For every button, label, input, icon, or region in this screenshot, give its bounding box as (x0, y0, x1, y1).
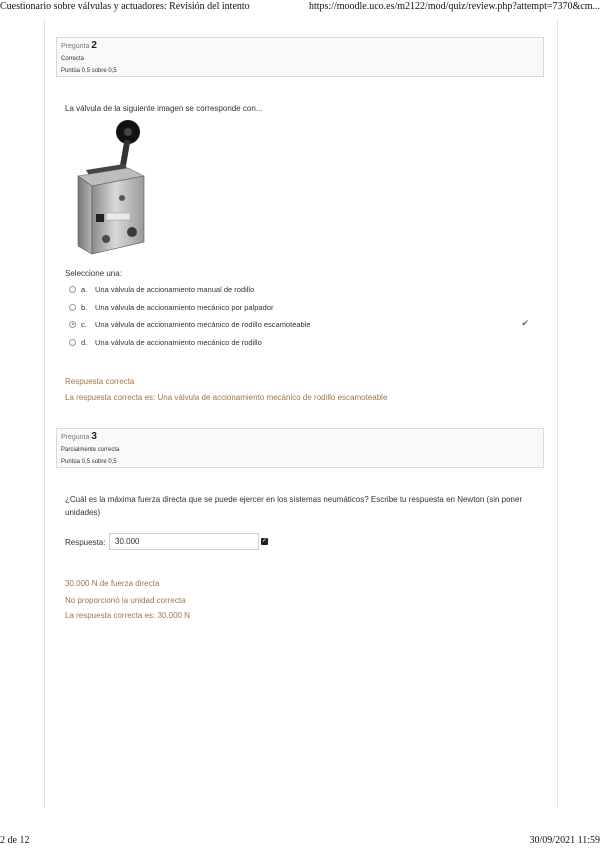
print-header-url: https://moodle.uco.es/m2122/mod/quiz/review.php?attempt=7370&cm... (308, 1, 600, 12)
answer-option-a[interactable] (69, 282, 539, 296)
question-2-grade: Puntúa 0,5 sobre 0,5 (61, 68, 117, 74)
print-footer (0, 834, 600, 848)
option-letter: d. (81, 337, 88, 347)
question-2-feedback-status: Respuesta correcta (65, 377, 135, 386)
question-2-text: La válvula de la siguiente imagen se corresponde con... (65, 104, 263, 113)
option-text: Una válvula de accionamiento mecánico de rodillo escamoteable (95, 319, 311, 329)
question-3-number (61, 432, 539, 442)
option-text: Una válvula de accionamiento manual de rodillo (95, 284, 255, 294)
answer-input[interactable]: 30.000 (109, 533, 259, 550)
answer-option-d[interactable] (69, 335, 539, 349)
question-2-right-answer: La respuesta correcta es: Una válvula de accionamiento mecánico de rodillo escamoteable (65, 393, 388, 402)
question-2-number (61, 41, 539, 51)
question-3-text-line1: ¿Cuál es la máxima fuerza directa que se puede ejercer en los sistemas neumáticos? Escribe tu respuesta en Newton (sin poner (65, 495, 523, 504)
option-letter: a. (81, 284, 88, 294)
question-2-prompt: Seleccione una: (65, 269, 122, 278)
option-text: Una válvula de accionamiento mecánico por palpador (95, 302, 274, 312)
question-3-info (56, 428, 544, 468)
question-3-feedback-1: 30.000 N de fuerza directa (65, 579, 160, 588)
question-label: Pregunta (61, 434, 90, 441)
answer-option-c[interactable] (69, 317, 539, 331)
radio-button-selected[interactable] (69, 321, 76, 328)
question-2-state: Correcta (61, 56, 85, 62)
radio-button[interactable] (69, 304, 76, 311)
print-header (0, 0, 600, 14)
question-3-text-line2: unidades) (65, 508, 101, 517)
option-text: Una válvula de accionamiento mecánico de rodillo (95, 337, 262, 347)
check-icon: ✔ (521, 318, 529, 328)
option-letter: b. (81, 302, 88, 312)
question-3-state: Parcialmente correcta (61, 447, 120, 453)
question-number: 2 (91, 40, 97, 51)
valve-image (66, 114, 162, 262)
print-header-title: Cuestionario sobre válvulas y actuadores: Revisión del intento (0, 1, 250, 12)
option-letter: c. (81, 319, 87, 329)
answer-label: Respuesta: (65, 538, 106, 547)
answer-option-b[interactable] (69, 300, 539, 314)
radio-button[interactable] (69, 286, 76, 293)
question-label: Pregunta (61, 43, 90, 50)
page-number: 2 de 12 (0, 835, 30, 846)
question-3-feedback-2: No proporcionó la unidad correcta (65, 596, 186, 605)
question-2-info (56, 37, 544, 77)
radio-button[interactable] (69, 339, 76, 346)
question-number: 3 (91, 431, 97, 442)
question-3-grade: Puntúa 0,5 sobre 0,5 (61, 459, 117, 465)
question-3-feedback-3: La respuesta correcta es: 30.000 N (65, 611, 190, 620)
print-datetime: 30/09/2021 11:59 (529, 835, 600, 846)
checkbox-icon: ✓ (261, 538, 268, 544)
